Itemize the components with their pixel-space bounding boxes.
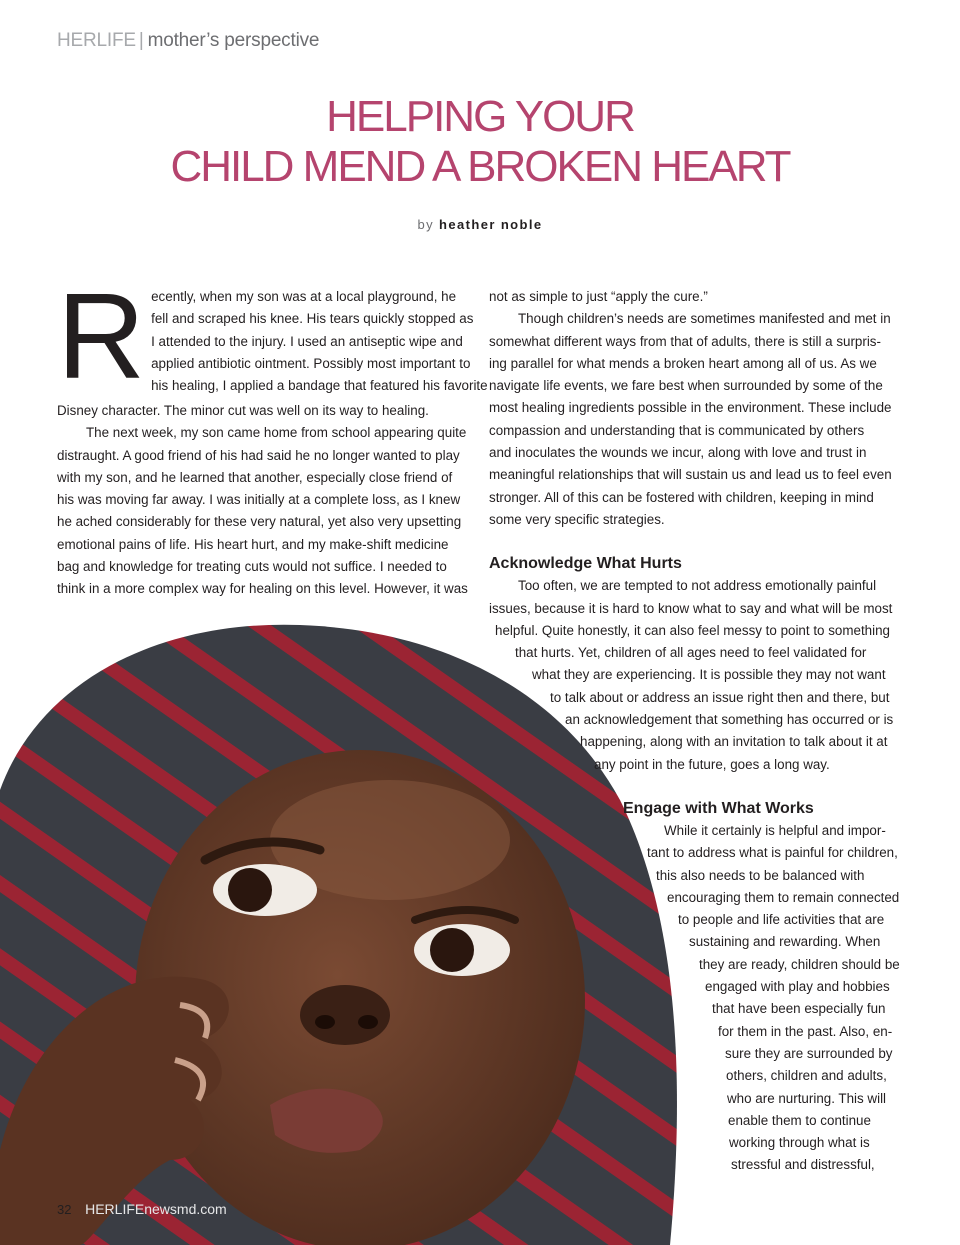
text-line: to people and life activities that are bbox=[678, 912, 885, 928]
paragraph-acknowledge bbox=[489, 575, 905, 776]
text-line: sustaining and rewarding. When bbox=[689, 934, 881, 950]
text-line: that hurts. Yet, children of all ages need to feel validated for bbox=[515, 645, 867, 661]
text-line: for them in the past. Also, en- bbox=[718, 1023, 893, 1039]
text-line: and inoculates the wounds we incur, along with love and trust in bbox=[489, 445, 867, 461]
text-line: they are ready, children should be bbox=[699, 956, 900, 972]
text-line: any point in the future, goes a long way. bbox=[594, 756, 830, 772]
text-line: not as simple to just “apply the cure.” bbox=[489, 289, 708, 304]
text-line: with my son, and he learned that another, especially close friend of bbox=[57, 469, 453, 485]
drop-cap: R bbox=[57, 268, 142, 404]
text-line: helpful. Quite honestly, it can also feel messy to point to something bbox=[495, 622, 890, 638]
text-line: his healing, I applied a bandage that featured his favorite bbox=[151, 378, 488, 394]
text-line: he ached considerably for these very natural, yet also very upsetting bbox=[57, 514, 462, 530]
text-line: most healing ingredients possible in the environment. These include bbox=[489, 400, 892, 416]
text-line: this also needs to be balanced with bbox=[656, 867, 865, 883]
text-line: ing parallel for what mends a broken heart among all of us. As we bbox=[489, 355, 877, 371]
text-line: Too often, we are tempted to not address emotionally painful bbox=[518, 578, 877, 594]
paragraph-4 bbox=[489, 308, 905, 531]
text-line: think in a more complex way for healing on this level. However, it was bbox=[57, 581, 468, 597]
section-header bbox=[57, 30, 319, 52]
text-line: others, children and adults, bbox=[726, 1068, 887, 1084]
title-line-2: CHILD MEND A BROKEN HEART bbox=[170, 142, 790, 191]
text-line: encouraging them to remain connected bbox=[667, 889, 900, 905]
byline bbox=[0, 217, 960, 232]
paragraph-2 bbox=[57, 422, 471, 600]
author-name: heather noble bbox=[439, 217, 543, 232]
subheading-acknowledge: Acknowledge What Hurts bbox=[489, 555, 682, 573]
text-line: The next week, my son came home from school appearing quite bbox=[86, 425, 467, 441]
text-line: working through what is bbox=[729, 1135, 870, 1151]
text-line: compassion and understanding that is communicated by others bbox=[489, 422, 865, 438]
page-number: 32 bbox=[57, 1202, 72, 1217]
paragraph-3 bbox=[489, 286, 905, 308]
text-line: his was moving far away. I was initially at a complete loss, as I knew bbox=[57, 492, 461, 508]
text-line: sure they are surrounded by bbox=[725, 1045, 893, 1061]
column-1 bbox=[57, 268, 488, 601]
magazine-brand: HERLIFE bbox=[57, 30, 136, 51]
text-line: distraught. A good friend of his had said he no longer wanted to play bbox=[57, 447, 460, 463]
text-line: meaningful relationships that will sustain us and lead us to feel even bbox=[489, 467, 892, 483]
text-line: stronger. All of this can be fostered with children, keeping in mind bbox=[489, 489, 874, 505]
text-line: navigate life events, we fare best when surrounded by some of the bbox=[489, 378, 883, 394]
byline-prefix: by bbox=[417, 217, 435, 232]
footer-website: HERLIFEnewsmd.com bbox=[85, 1201, 227, 1217]
text-line: what they are experiencing. It is possible they may not want bbox=[532, 667, 886, 683]
paragraph-engage bbox=[489, 820, 905, 1177]
text-line: tant to address what is painful for children, bbox=[647, 845, 898, 861]
column-2 bbox=[489, 286, 905, 1177]
text-line: issues, because it is hard to know what to say and what will be most bbox=[489, 600, 893, 616]
text-line: somewhat different ways from that of adults, there is still a surpris- bbox=[489, 333, 881, 349]
text-line: stressful and distressful, bbox=[731, 1157, 875, 1173]
article-title bbox=[0, 92, 960, 192]
text-line: that have been especially fun bbox=[712, 1001, 886, 1017]
title-line-1: HELPING YOUR bbox=[326, 92, 634, 141]
text-line: to talk about or address an issue right then and there, but bbox=[550, 689, 890, 705]
text-line: Disney character. The minor cut was well on its way to healing. bbox=[57, 403, 429, 418]
text-line: who are nurturing. This will bbox=[727, 1090, 887, 1106]
text-line: applied antibiotic ointment. Possibly most important to bbox=[151, 355, 471, 371]
text-line: an acknowledgement that something has occurred or is bbox=[565, 712, 894, 728]
text-line: I attended to the injury. I used an antiseptic wipe and bbox=[151, 333, 463, 349]
text-line: ecently, when my son was at a local playground, he bbox=[151, 289, 457, 304]
text-line: fell and scraped his knee. His tears quickly stopped as bbox=[151, 311, 474, 327]
text-line: Though children’s needs are sometimes manifested and met in bbox=[518, 311, 891, 327]
text-line: emotional pains of life. His heart hurt, and my make-shift medicine bbox=[57, 536, 449, 552]
text-line: bag and knowledge for treating cuts would not suffice. I needed to bbox=[57, 559, 447, 575]
section-name: mother’s perspective bbox=[147, 30, 320, 51]
page-footer bbox=[57, 1201, 227, 1217]
text-line: While it certainly is helpful and impor- bbox=[664, 822, 886, 838]
text-line: engaged with play and hobbies bbox=[705, 979, 890, 995]
subheading-engage: Engage with What Works bbox=[623, 799, 814, 817]
text-line: happening, along with an invitation to talk about it at bbox=[580, 734, 888, 750]
text-line: some very specific strategies. bbox=[489, 511, 665, 527]
header-separator: | bbox=[138, 30, 144, 51]
text-line: enable them to continue bbox=[728, 1112, 871, 1128]
